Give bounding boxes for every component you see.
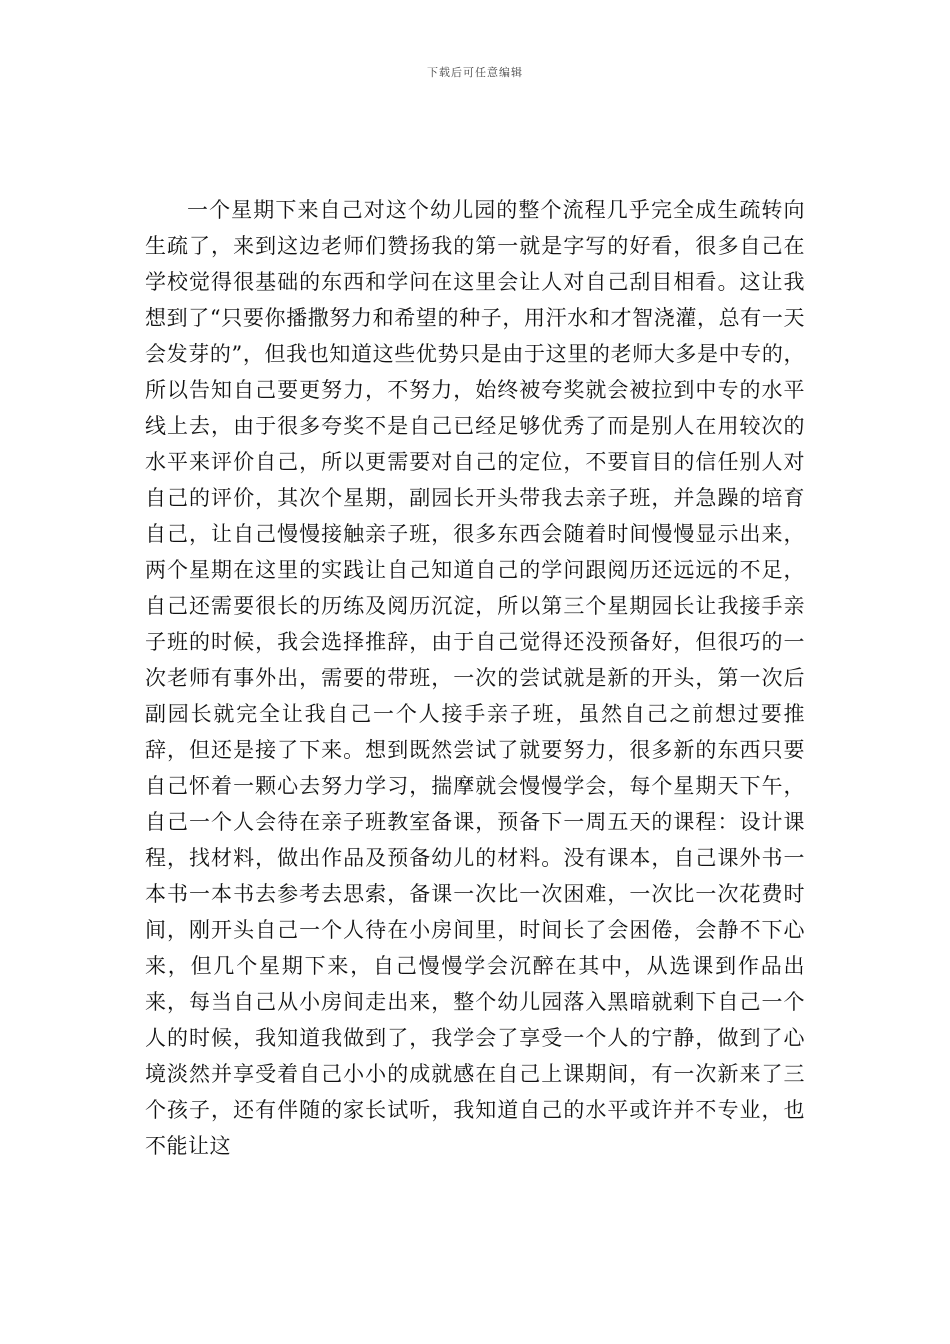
body-paragraph: 一个星期下来自己对这个幼儿园的整个流程几乎完全成生疏转向生疏了，来到这边老师们赞扬我的第一就是字写的好看，很多自己在学校觉得很基础的东西和学问在这里会让人对自己刮目相看。这让我想到了“只要你播撒努力和希望的种子，用汗水和才智浇灌，总有一天会发芽的”，但我也知道这些优势只是由于这里的老师大多是中专的，所以告知自己要更努力，不努力，始终被夸奖就会被拉到中专的水平线上去，由于很多夸奖不是自己已经足够优秀了而是别人在用较次的水平来评价自己，所以更需要对自己的定位，不要盲目的信任别人对自己的评价，其次个星期，副园长开头带我去亲子班，并急躁的培育自己，让自己慢慢接触亲子班，很多东西会随着时间慢慢显示出来，两个星期在这里的实践让自己知道自己的学问跟阅历还远远的不足，自己还需要很长的历练及阅历沉淀，所以第三个星期园长让我接手亲子班的时候，我会选择推辞，由于自己觉得还没预备好，但很巧的一次老师有事外出，需要的带班，一次的尝试就是新的开头，第一次后副园长就完全让我自己一个人接手亲子班，虽然自己之前想过要推辞，但还是接了下来。想到既然尝试了就要努力，很多新的东西只要自己怀着一颗心去努力学习，揣摩就会慢慢学会，每个星期天下午，自己一个人会待在亲子班教室备课，预备下一周五天的课程：设计课程，找材料，做出作品及预备幼儿的材料。没有课本，自己课外书一本书一本书去参考去思索，备课一次比一次困难，一次比一次花费时间，刚开头自己一个人待在小房间里，时间长了会困倦，会静不下心来，但几个星期下来，自己慢慢学会沉醉在其中，从选课到作品出来，每当自己从小房间走出来，整个幼儿园落入黑暗就剩下自己一个人的时候，我知道我做到了，我学会了享受一个人的宁静，做到了心境淡然并享受着自己小小的成就感在自己上课期间，有一次新来了三个孩子，还有伴随的家长试听，我知道自己的水平或许并不专业，也不能让这 xyxy=(145,198,805,1158)
header-note: 下载后可任意编辑 xyxy=(427,66,523,79)
